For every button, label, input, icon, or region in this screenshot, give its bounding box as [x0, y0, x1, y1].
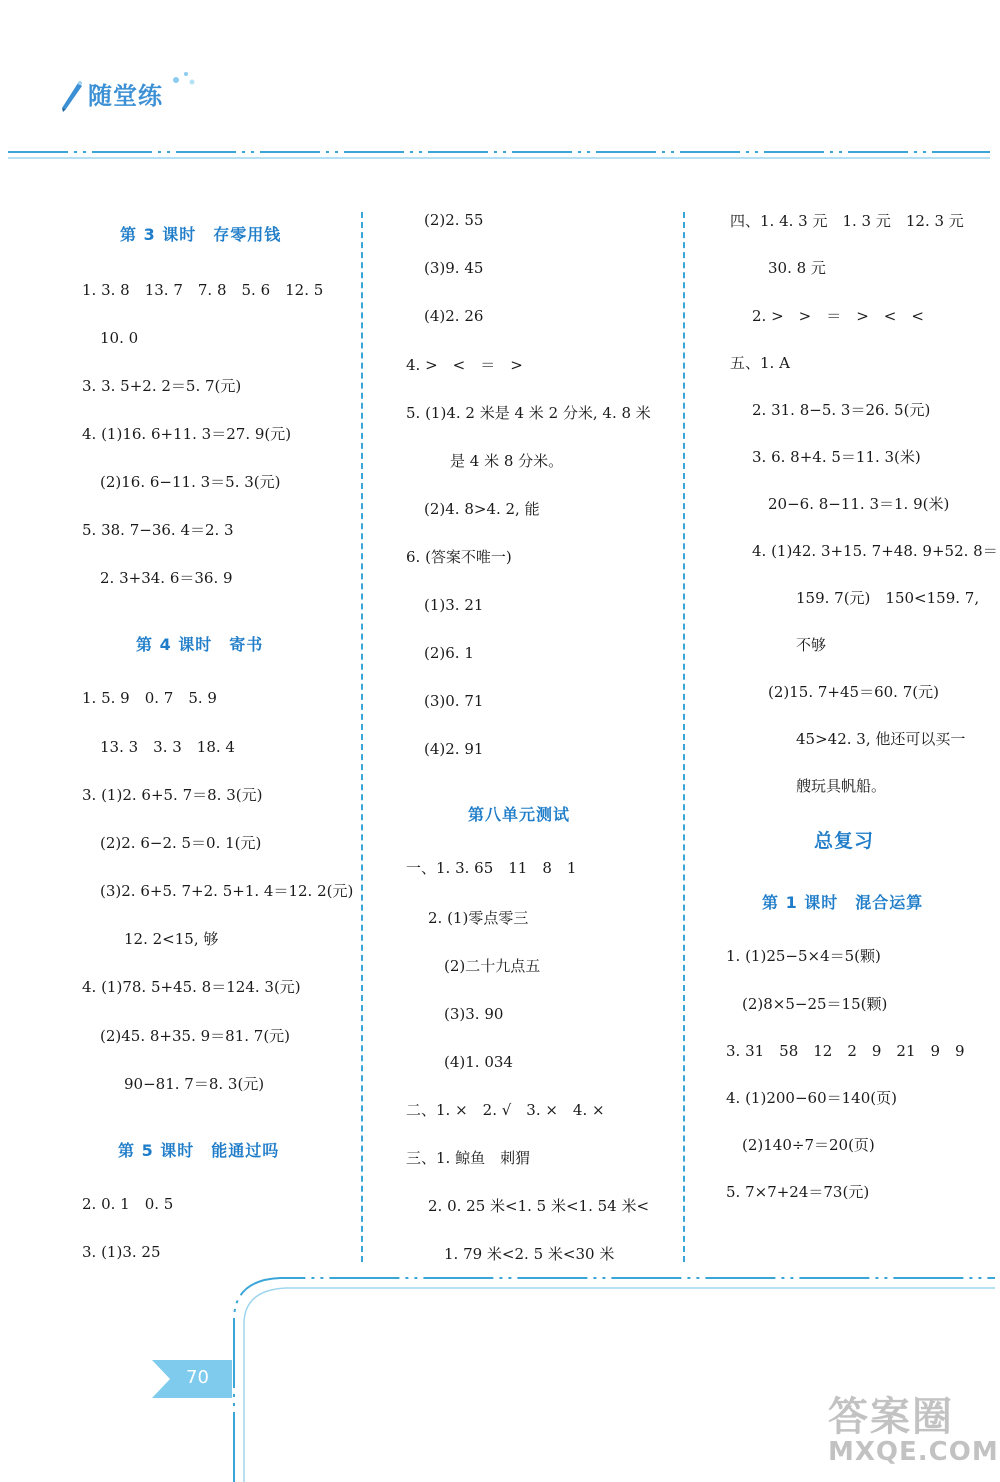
- section-heading: 第 4 课时 寄书: [136, 635, 264, 654]
- answer-line: 1. 79 米<2. 5 米<30 米: [444, 1245, 615, 1263]
- answer-line: 1. 3. 8 13. 7 7. 8 5. 6 12. 5: [82, 281, 324, 299]
- answer-line: 一、1. 3. 65 11 8 1: [406, 859, 577, 877]
- answer-line: 4. (1)42. 3+15. 7+48. 9+52. 8＝: [752, 542, 998, 560]
- answer-line: 6. (答案不唯一): [406, 548, 512, 566]
- answer-line: 4. (1)78. 5+45. 8＝124. 3(元): [82, 978, 301, 996]
- answer-line: 3. (1)3. 25: [82, 1243, 161, 1261]
- pencil-icon: [58, 78, 86, 112]
- answer-line: 45>42. 3, 他还可以买一: [796, 730, 966, 748]
- answer-line: (2)8×5−25＝15(颗): [742, 995, 888, 1013]
- answer-line: 30. 8 元: [768, 259, 826, 277]
- answer-line: (3)2. 6+5. 7+2. 5+1. 4＝12. 2(元): [100, 882, 354, 900]
- answer-line: (4)2. 26: [424, 307, 484, 325]
- answer-line: 1. (1)25−5×4＝5(颗): [726, 947, 881, 965]
- answer-line: 5. (1)4. 2 米是 4 米 2 分米, 4. 8 米: [406, 404, 651, 422]
- answer-line: 3. 6. 8+4. 5＝11. 3(米): [752, 448, 921, 466]
- answer-line: 2. 31. 8−5. 3＝26. 5(元): [752, 401, 931, 419]
- answer-line: 5. 38. 7−36. 4＝2. 3: [82, 521, 234, 539]
- answer-line: (3)0. 71: [424, 692, 484, 710]
- section-heading: 第八单元测试: [468, 805, 571, 824]
- answer-line: (2)2. 55: [424, 211, 484, 229]
- answer-line: 159. 7(元) 150<159. 7,: [796, 589, 980, 607]
- answer-line: 是 4 米 8 分米。: [450, 452, 564, 470]
- watermark-url: MXQE.COM: [828, 1437, 999, 1467]
- answer-line: 1. 5. 9 0. 7 5. 9: [82, 689, 217, 707]
- sparkle-icon: [168, 68, 198, 90]
- section-heading: 第 5 课时 能通过吗: [118, 1141, 280, 1160]
- answer-line: 2. 0. 25 米<1. 5 米<1. 54 米<: [428, 1197, 650, 1215]
- section-heading: 第 1 课时 混合运算: [762, 893, 924, 912]
- answer-line: (2)6. 1: [424, 644, 474, 662]
- answer-line: 12. 2<15, 够: [124, 930, 219, 948]
- answer-line: 20−6. 8−11. 3＝1. 9(米): [768, 495, 950, 513]
- header-divider: [0, 148, 1000, 162]
- answer-line: (3)9. 45: [424, 259, 484, 277]
- answer-line: (4)1. 034: [444, 1053, 513, 1071]
- answer-line: (1)3. 21: [424, 596, 484, 614]
- answer-line: (4)2. 91: [424, 740, 484, 758]
- answer-line: 4. > < ＝ >: [406, 356, 523, 374]
- column-divider: [683, 212, 685, 1262]
- answer-line: (2)2. 6−2. 5＝0. 1(元): [100, 834, 262, 852]
- logo-text: 随堂练: [88, 82, 163, 110]
- answer-line: 5. 7×7+24＝73(元): [726, 1183, 870, 1201]
- section-heading: 第 3 课时 存零用钱: [120, 225, 282, 244]
- page-number: 70: [186, 1367, 209, 1388]
- answer-line: 二、1. × 2. √ 3. × 4. ×: [406, 1101, 605, 1119]
- answer-line: 不够: [796, 636, 827, 654]
- answer-line: 13. 3 3. 3 18. 4: [100, 738, 235, 756]
- answer-line: (2)15. 7+45＝60. 7(元): [768, 683, 939, 701]
- answer-line: 2. 3+34. 6＝36. 9: [100, 569, 233, 587]
- answer-line: 五、1. A: [730, 354, 790, 372]
- answer-line: 4. (1)200−60＝140(页): [726, 1089, 897, 1107]
- answer-line: 三、1. 鲸鱼 刺猬: [406, 1149, 531, 1167]
- answer-line: 四、1. 4. 3 元 1. 3 元 12. 3 元: [730, 212, 964, 230]
- answer-line: (2)4. 8>4. 2, 能: [424, 500, 540, 518]
- answer-line: 3. 3. 5+2. 2＝5. 7(元): [82, 377, 242, 395]
- answer-line: (2)140÷7＝20(页): [742, 1136, 875, 1154]
- answer-line: 3. 31 58 12 2 9 21 9 9: [726, 1042, 965, 1060]
- watermark-text: 答案圈: [828, 1394, 954, 1440]
- header-logo: [58, 68, 198, 118]
- answer-line: 2. 0. 1 0. 5: [82, 1195, 174, 1213]
- answer-line: 2. > > ＝ > < <: [752, 307, 924, 325]
- watermark: [820, 1385, 999, 1475]
- answer-line: 4. (1)16. 6+11. 3＝27. 9(元): [82, 425, 292, 443]
- answer-line: 2. (1)零点零三: [428, 909, 529, 927]
- answer-line: 艘玩具帆船。: [796, 777, 887, 795]
- answer-line: (2)16. 6−11. 3＝5. 3(元): [100, 473, 281, 491]
- answer-line: (2)二十九点五: [444, 957, 541, 975]
- answer-line: 10. 0: [100, 329, 139, 347]
- answer-line: 3. (1)2. 6+5. 7＝8. 3(元): [82, 786, 263, 804]
- column-divider: [361, 212, 363, 1262]
- answer-line: (3)3. 90: [444, 1005, 504, 1023]
- answer-line: 90−81. 7＝8. 3(元): [124, 1075, 265, 1093]
- section-heading: 总复习: [814, 830, 875, 852]
- answer-line: (2)45. 8+35. 9＝81. 7(元): [100, 1027, 291, 1045]
